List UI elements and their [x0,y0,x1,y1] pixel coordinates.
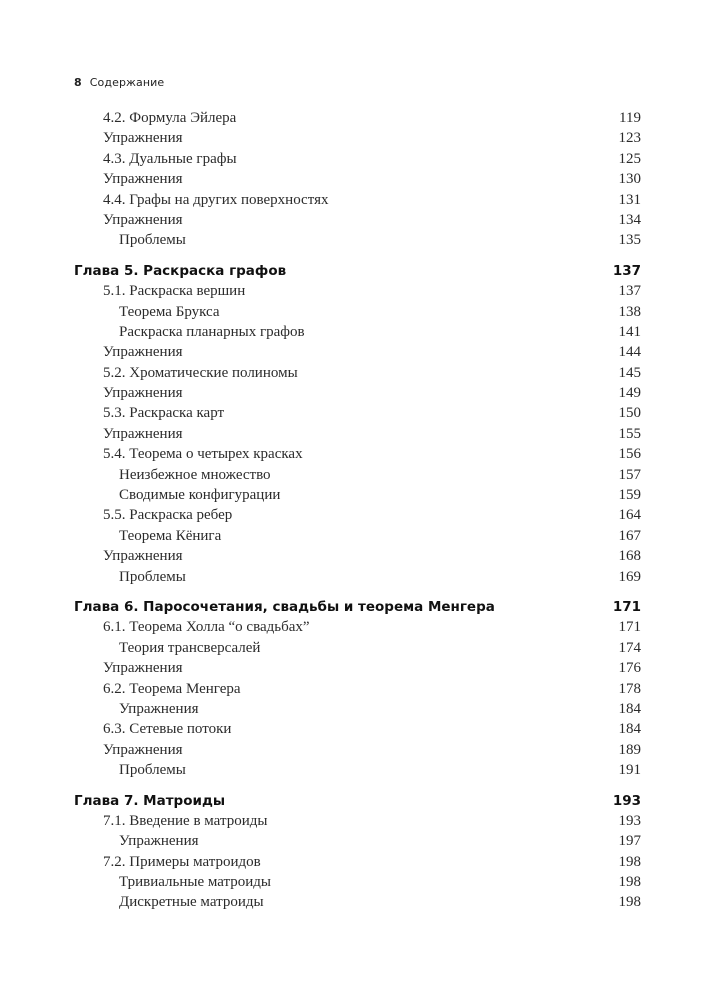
section-title: Содержание [89,76,165,89]
toc-entry-title: Теорема Кёнига [119,527,222,544]
running-head [74,76,164,89]
toc-entry-title: Упражнения [103,171,183,188]
toc-entry [74,617,641,637]
toc-entry [74,892,641,912]
toc-entry [74,302,641,322]
toc-entry-title: Упражнения [103,741,183,758]
toc-entry [74,190,641,210]
toc-entry-title: Упражнения [103,211,183,228]
toc-entry [74,128,641,148]
toc-entry-title: 5.3. Раскраска карт [103,405,225,422]
page-number: 8 [74,76,82,89]
toc-entry-title: Теорема Брукса [119,303,220,320]
table-of-contents [74,108,641,913]
toc-entry-title: Дискретные матроиды [119,894,264,911]
toc-entry-title: Упражнения [119,700,199,717]
toc-entry-title: 4.4. Графы на других поверхностях [103,191,329,208]
toc-entry [74,719,641,739]
toc-entry-title: Упражнения [103,344,183,361]
toc-entry-page: 198 [618,853,641,870]
toc-entry-title: Упражнения [119,833,199,850]
toc-entry [74,638,641,658]
toc-entry-title: 7.1. Введение в матроиды [103,812,268,829]
toc-entry-title: Упражнения [103,548,183,565]
toc-entry-title: Глава 6. Паросочетания, свадьбы и теорема Менгера [74,598,495,615]
toc-entry [74,169,641,189]
toc-entry [74,526,641,546]
toc-entry-page: 144 [618,344,641,361]
toc-entry-page: 157 [618,466,641,483]
toc-entry-title: 5.5. Раскраска ребер [103,507,233,524]
toc-entry-page: 178 [618,680,641,697]
toc-entry-title: 6.1. Теорема Холла “о свадьбах” [103,619,310,636]
toc-entry-page: 164 [618,507,641,524]
toc-entry-page: 130 [618,171,641,188]
toc-chapter-entry [74,791,641,811]
toc-entry [74,485,641,505]
toc-entry-page: 137 [618,283,641,300]
toc-entry-page: 155 [618,425,641,442]
toc-entry-title: Проблемы [119,232,186,249]
toc-entry-page: 134 [618,211,641,228]
toc-entry-title: 4.3. Дуальные графы [103,150,237,167]
toc-entry-title: Раскраска планарных графов [119,323,305,340]
toc-entry [74,363,641,383]
toc-entry-title: Упражнения [103,385,183,402]
toc-entry [74,210,641,230]
toc-entry-title: Теория трансверсалей [119,639,261,656]
toc-entry [74,760,641,780]
toc-entry [74,383,641,403]
toc-entry-title: Тривиальные матроиды [119,874,271,891]
toc-entry-page: 171 [618,619,641,636]
toc-entry-page: 198 [618,894,641,911]
toc-entry [74,505,641,525]
toc-entry-page: 171 [612,598,641,615]
toc-entry-title: Сводимые конфигурации [119,487,281,504]
toc-entry [74,831,641,851]
toc-chapter-entry [74,597,641,617]
toc-entry-page: 168 [618,548,641,565]
toc-entry [74,424,641,444]
toc-entry-page: 184 [618,700,641,717]
toc-entry-page: 191 [618,762,641,779]
toc-entry [74,444,641,464]
toc-entry-title: 5.4. Теорема о четырех красках [103,446,303,463]
toc-entry-title: 5.1. Раскраска вершин [103,283,246,300]
toc-entry-page: 197 [618,833,641,850]
toc-entry-page: 174 [618,639,641,656]
toc-entry-page: 138 [618,303,641,320]
toc-entry [74,740,641,760]
toc-entry-page: 149 [618,385,641,402]
toc-entry [74,852,641,872]
toc-entry-page: 176 [618,660,641,677]
toc-entry-page: 169 [618,568,641,585]
toc-entry [74,149,641,169]
toc-entry-title: 7.2. Примеры матроидов [103,853,261,870]
toc-entry-title: Неизбежное множество [119,466,271,483]
toc-entry [74,342,641,362]
toc-entry-title: 4.2. Формула Эйлера [103,110,237,126]
toc-entry-page: 131 [618,191,641,208]
toc-entry-title: Проблемы [119,568,186,585]
toc-entry-page: 193 [612,792,641,809]
toc-entry [74,281,641,301]
toc-entry [74,658,641,678]
toc-entry-page: 135 [618,232,641,249]
toc-entry [74,699,641,719]
toc-entry-page: 137 [612,262,641,279]
toc-entry [74,546,641,566]
toc-entry [74,322,641,342]
toc-entry-page: 167 [618,527,641,544]
toc-entry [74,108,641,128]
toc-entry-page: 150 [618,405,641,422]
toc-entry-title: Упражнения [103,425,183,442]
toc-entry-title: Проблемы [119,762,186,779]
toc-entry-title: Упражнения [103,660,183,677]
toc-entry [74,567,641,587]
toc-entry-page: 189 [618,741,641,758]
toc-entry-title: 6.2. Теорема Менгера [103,680,241,697]
toc-entry-page: 159 [618,487,641,504]
toc-entry-page: 198 [618,874,641,891]
toc-entry-page: 125 [618,150,641,167]
toc-entry-page: 145 [618,364,641,381]
toc-entry [74,403,641,423]
toc-entry-title: 6.3. Сетевые потоки [103,721,232,738]
toc-entry [74,230,641,250]
toc-entry-page: 156 [618,446,641,463]
toc-entry-title: Глава 5. Раскраска графов [74,262,287,279]
toc-entry-page: 119 [619,110,641,126]
toc-entry-page: 141 [618,323,641,340]
toc-entry [74,811,641,831]
toc-entry [74,679,641,699]
toc-entry [74,872,641,892]
toc-entry-title: Упражнения [103,130,183,147]
toc-chapter-entry [74,261,641,281]
toc-entry-title: Глава 7. Матроиды [74,792,226,809]
toc-entry-title: 5.2. Хроматические полиномы [103,364,298,381]
toc-entry-page: 184 [618,721,641,738]
toc-entry [74,465,641,485]
toc-entry-page: 123 [618,130,641,147]
toc-entry-page: 193 [618,812,641,829]
